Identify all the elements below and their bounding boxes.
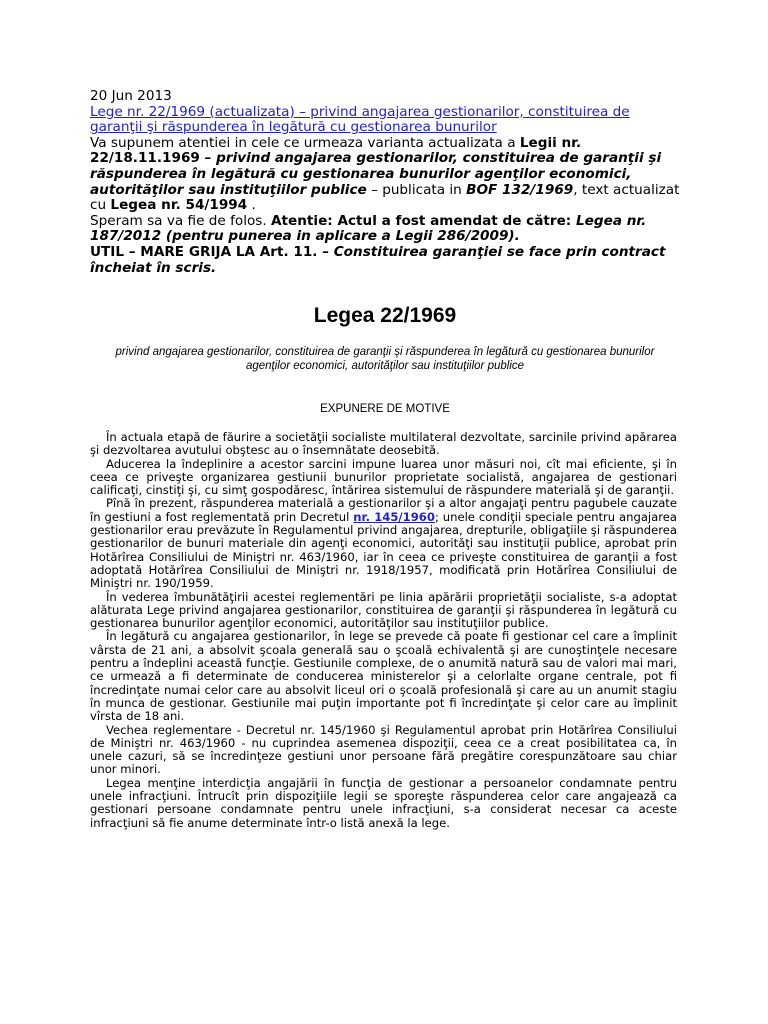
body-paragraph: În actuala etapă de făurire a societăţii socialiste multilateral dezvoltate, sarcinile privind apărarea şi dezvoltarea avutului obştesc au o însemnătate deosebită. — [90, 430, 677, 458]
publish-date: 20 Jun 2013 — [90, 88, 172, 104]
warning-note: UTIL – MARE GRIJA LA Art. 11. – Constituirea garanţiei se face prin contract încheiat în scris. — [90, 243, 666, 276]
law-body — [90, 431, 677, 830]
amendment-note: Speram sa va fie de folos. Atentie: Actul a fost amendat de către: Legea nr. 187/2012 (pentru punerea in aplicare a Legii 286/2009). — [90, 212, 647, 245]
body-paragraph: Pînă în prezent, răspunderea materială a gestionarilor şi a altor angajaţi pentru pagubele cauzate în gestiuni a fost reglementată prin Decretul nr. 145/1960; unele condiţii speciale pentru angajarea gestionarilor erau prevăzute în Regulamentul privind angajarea, drepturile, obligaţiile şi răspunderea gestionarilor de bunuri materiale din agenţi economici, autorităţi sau instituţii publice, aprobat prin Hotărîrea Consiliului de Miniştri nr. 463/1960, iar în ceea ce priveşte constituirea de garanţii a fost adoptată Hotărîrea Consiliului de Miniştri nr. 1918/1957, modificată prin Hotărîrea Consiliului de Miniştri nr. 190/1959. — [90, 496, 677, 591]
body-paragraph: În vederea îmbunătăţirii acestei reglementări pe linia apărării proprietăţii socialiste, s-a adoptat alăturata Lege privind angajarea gestionarilor, constituirea de garanţii şi răspunderea în legătură cu gestionarea bunurilor agenţilor economici, autorităţilor sau instituţiilor publice. — [90, 589, 677, 631]
body-paragraph: În legătură cu angajarea gestionarilor, în lege se prevede că poate fi gestionar cel care a împlinit vârsta de 21 ani, a absolvit şcoala generală sau o şcoală echivalentă şi are cunoştinţele necesare pentru a îndeplini această funcţie. Gestiunile complexe, de o anumită natură sau de valori mai mari, ce urmează a fi determinate de conducerea ministerelor şi a celorlalte organe centrale, pot fi încredinţate numai celor care au absolvit liceul ori o şcoală profesională şi care au un anumit stagiu în munca de gestionar. Gestiunile mai puţin importante pot fi încredinţate şi celor care au împlinit vîrsta de 18 ani. — [90, 629, 677, 724]
body-paragraph: Aducerea la îndeplinire a acestor sarcini impune luarea unor măsuri noi, cît mai eficiente, şi în ceea ce priveşte organizarea gestiunii bunurilor proprietate socialistă, angajarea de gestionari calificaţi, cinstiţi şi, cu simţ gospodăresc, întărirea sistemului de răspundere materială şi de garanţii. — [90, 456, 677, 498]
law-title: Legea 22/1969 — [313, 304, 457, 327]
law-subtitle: privind angajarea gestionarilor, constituirea de garanţii şi răspunderea în legătură cu gestionarea bunurilor agenţilor economici, autorităţilor sau instituţiilor publice — [115, 346, 655, 373]
section-heading: EXPUNERE DE MOTIVE — [320, 403, 450, 415]
intro-paragraph: Va supunem atentiei in cele ce urmeaza varianta actualizata a Legii nr. 22/18.11.1969 – privind angajarea gestionarilor, constituirea de garanţii şi răspunderea în legătură cu gestionarea bunurilor agenţilor economici, autorităţilor sau instituţiilor publice – publicata in BOF 132/1969, text actualizat cu Legea nr. 54/1994 . — [90, 134, 680, 214]
intro-block — [90, 89, 680, 276]
decree-link[interactable]: nr. 145/1960 — [353, 509, 435, 524]
article-title-link[interactable]: Lege nr. 22/1969 (actualizata) – privind angajarea gestionarilor, constituirea de garanţii şi răspunderea în legătură cu gestionarea bunurilor — [90, 103, 630, 136]
body-paragraph: Legea menţine interdicţia angajării în funcţia de gestionar a persoanelor condamnate pentru unele infracţiuni. Întrucît prin dispoziţiile legii se sporeşte răspunderea celor care angajează ca gestionari persoane condamnate pentru unele infracţiuni, s-a considerat necesar ca aceste infracţiuni să fie anume determinate într-o listă anexă la lege. — [90, 775, 677, 830]
body-paragraph: Vechea reglementare - Decretul nr. 145/1960 şi Regulamentul aprobat prin Hotărîrea Consiliului de Miniştri nr. 463/1960 - nu cuprindea asemenea dispoziţii, ceea ce a creat posibilitatea ca, în unele cazuri, să se încredinţeze gestiuni unor persoane fără pregătire corespunzătoare sau chiar unor minori. — [90, 722, 677, 777]
